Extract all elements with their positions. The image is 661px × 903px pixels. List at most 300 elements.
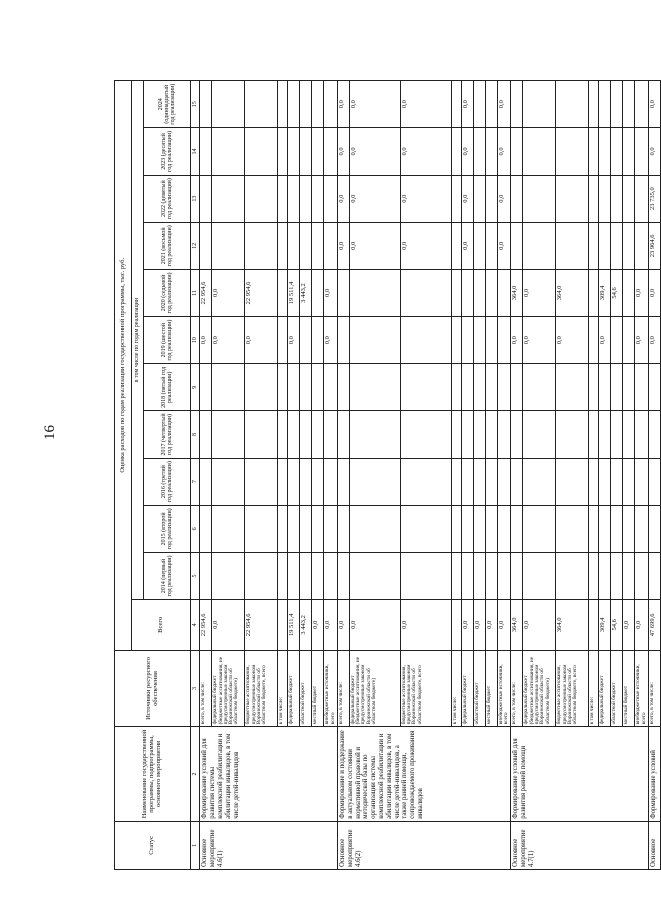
row-value [556,128,589,175]
row-value [589,128,599,175]
header-year: 2020 (седьмой год реализации) [144,269,191,316]
row-value [300,552,312,599]
header-year: 2018 (пятый год реализации) [144,364,191,411]
row-source: бюджетные ассигнования, предусмотренные законом Воронежской области об областном бюджете, всего [400,650,451,727]
row-value [611,364,623,411]
row-value [200,128,212,175]
row-value: 0,0 [349,128,400,175]
header-year: 2021 (восьмой год реализации) [144,222,191,269]
column-index: 5 [191,552,200,599]
row-value: 0,0 [461,128,473,175]
row-value: 0,0 [473,600,485,650]
row-value [324,222,338,269]
row-value [400,364,451,411]
row-value [497,505,511,552]
row-source: местный бюджет [623,650,635,727]
row-value [451,600,461,650]
row-value [200,81,212,128]
row-source: областной бюджет [473,650,485,727]
row-value: 0,0 [649,81,661,128]
row-value [312,222,324,269]
row-value: 0,0 [337,222,349,269]
row-value [300,81,312,128]
row-value [635,505,649,552]
row-value [324,411,338,458]
row-value [337,411,349,458]
row-value [485,458,497,505]
row-value [278,458,288,505]
row-value [473,458,485,505]
row-value [400,317,451,364]
row-value [589,222,599,269]
row-value [349,364,400,411]
row-source: внебюджетные источники, всего [635,650,649,727]
row-value [349,317,400,364]
row-source: федеральный бюджет (бюджетные ассигнования, не предусмотренные законом Воронежской области об областном бюджете) [523,650,556,727]
row-value [337,269,349,316]
column-index: 1 [191,821,200,869]
row-value: 0,0 [288,317,300,364]
row-value [635,128,649,175]
row-value [511,505,523,552]
table-row [337,81,349,870]
row-value [212,222,245,269]
row-value [245,364,278,411]
row-value [324,175,338,222]
row-value [611,458,623,505]
row-value [337,505,349,552]
row-value: 0,0 [324,317,338,364]
row-value: 0,0 [635,317,649,364]
row-source: местный бюджет [485,650,497,727]
row-value: 0,0 [324,600,338,650]
row-value [312,269,324,316]
row-value: 54,6 [611,600,623,650]
row-value [451,128,461,175]
row-value [485,269,497,316]
row-value [400,458,451,505]
row-value [497,317,511,364]
row-source: бюджетные ассигнования, предусмотренные законом Воронежской области об областном бюджете, всего [245,650,278,727]
row-value [278,505,288,552]
row-value [245,128,278,175]
column-index: 7 [191,458,200,505]
row-value: 0,0 [497,222,511,269]
row-source: местный бюджет [312,650,324,727]
row-value: 22 954,6 [200,600,212,650]
row-value [461,269,473,316]
row-value [461,505,473,552]
row-value [589,505,599,552]
row-value [245,411,278,458]
row-value [649,505,661,552]
row-value [337,364,349,411]
row-value [473,552,485,599]
table-row [649,81,661,870]
row-value [599,505,611,552]
row-value [461,458,473,505]
column-index: 12 [191,222,200,269]
row-value [312,552,324,599]
row-value: 0,0 [337,128,349,175]
row-value [599,364,611,411]
row-value [599,128,611,175]
row-value [599,81,611,128]
row-value [473,128,485,175]
row-value [212,364,245,411]
row-value [511,552,523,599]
row-value [589,411,599,458]
row-value [599,458,611,505]
row-value [349,505,400,552]
row-value [599,411,611,458]
row-value [635,175,649,222]
row-value [556,458,589,505]
row-value [300,175,312,222]
row-value [599,222,611,269]
header-by-years: в том числе по годам реализации [132,81,144,600]
row-value: 0,0 [337,81,349,128]
row-value [611,175,623,222]
row-value [523,175,556,222]
column-index: 3 [191,650,200,727]
row-value [611,81,623,128]
row-value: 0,0 [461,222,473,269]
row-value: 0,0 [400,222,451,269]
table-row [511,81,523,870]
row-value [511,458,523,505]
row-value: 0,0 [523,269,556,316]
row-value [349,269,400,316]
row-value: 3 443,2 [300,600,312,650]
row-value [649,458,661,505]
row-value [473,505,485,552]
row-value [461,552,473,599]
row-value [473,269,485,316]
row-value: 3 443,2 [300,269,312,316]
row-value [300,222,312,269]
column-index: 6 [191,505,200,552]
row-value [278,81,288,128]
header-year: 2017 (четвертый год реализации) [144,411,191,458]
row-value: 0,0 [400,175,451,222]
row-value [451,552,461,599]
row-value: 0,0 [349,81,400,128]
row-value [451,81,461,128]
row-value: 0,0 [245,317,278,364]
row-source: внебюджетные источники, всего [324,650,338,727]
row-value: 0,0 [635,269,649,316]
row-value [451,458,461,505]
row-value: 22 954,6 [245,269,278,316]
header-year: 2019 (шестой год реализации) [144,317,191,364]
row-value: 0,0 [523,600,556,650]
row-value [485,411,497,458]
column-index: 15 [191,81,200,128]
row-value [556,81,589,128]
row-value [497,411,511,458]
row-value [278,269,288,316]
row-value [451,222,461,269]
row-value [473,317,485,364]
row-value [312,458,324,505]
row-value [611,128,623,175]
row-value: 364,0 [556,269,589,316]
row-value [623,552,635,599]
row-value [245,552,278,599]
row-value [485,552,497,599]
row-value [451,505,461,552]
row-value [623,269,635,316]
budget-table [114,80,661,870]
column-index: 10 [191,317,200,364]
row-value: 0,0 [400,128,451,175]
row-source: областной бюджет [611,650,623,727]
row-value [473,411,485,458]
row-value [461,364,473,411]
row-value [288,458,300,505]
row-value [511,222,523,269]
row-value [278,128,288,175]
row-status: Основное мероприятие 4.6(1) [200,821,338,869]
row-value [485,505,497,552]
row-value [245,175,278,222]
row-value [485,81,497,128]
row-value [288,128,300,175]
row-value [324,81,338,128]
row-value [611,505,623,552]
row-value [212,175,245,222]
row-value [556,552,589,599]
column-index: 14 [191,128,200,175]
row-value [300,505,312,552]
row-value [556,222,589,269]
row-value: 364,0 [511,600,523,650]
column-index: 11 [191,269,200,316]
row-value [473,364,485,411]
row-value [451,175,461,222]
row-value [451,411,461,458]
table-canvas [114,80,658,870]
row-value: 0,0 [400,600,451,650]
row-value [589,175,599,222]
row-value [461,411,473,458]
row-value [324,364,338,411]
row-value: 364,0 [556,600,589,650]
row-value [611,552,623,599]
row-value: 0,0 [649,128,661,175]
row-value [200,175,212,222]
row-value: 0,0 [461,175,473,222]
row-value [649,552,661,599]
row-value [312,364,324,411]
row-value [556,411,589,458]
row-value: 0,0 [649,317,661,364]
row-value: 364,0 [511,269,523,316]
header-index-row [191,81,200,870]
row-value [599,175,611,222]
row-value [473,222,485,269]
row-value [556,505,589,552]
row-value: 22 954,6 [200,269,212,316]
row-value [635,81,649,128]
header-source: Источники ресурсного обеспечения [115,650,191,727]
row-value [245,81,278,128]
row-value: 0,0 [461,81,473,128]
row-value [278,222,288,269]
row-value [324,505,338,552]
row-value [497,364,511,411]
row-source: федеральный бюджет [461,650,473,727]
row-value [200,458,212,505]
row-value [485,317,497,364]
row-value [523,81,556,128]
row-source: федеральный бюджет [288,650,300,727]
row-value [300,128,312,175]
row-value [635,222,649,269]
column-index: 2 [191,727,200,821]
row-value [212,81,245,128]
row-source: в том числе: [451,650,461,727]
row-source: в том числе: [278,650,288,727]
column-index: 13 [191,175,200,222]
row-value [312,128,324,175]
row-value [278,364,288,411]
row-value: 0,0 [400,81,451,128]
row-value [589,81,599,128]
header-name: Наименование государственной программы, подпрограммы, основного мероприятия [115,727,191,821]
row-value [635,552,649,599]
row-value [589,317,599,364]
row-value [523,364,556,411]
row-value [200,222,212,269]
row-source: всего, в том числе: [649,650,661,727]
row-value [349,411,400,458]
row-value [451,269,461,316]
row-value [324,128,338,175]
row-value [212,552,245,599]
row-value [212,128,245,175]
row-value: 0,0 [497,81,511,128]
column-index: 9 [191,364,200,411]
row-value [400,552,451,599]
row-value: 0,0 [635,600,649,650]
row-source: внебюджетные источники, всего [497,650,511,727]
row-value [349,552,400,599]
row-value: 309,4 [599,269,611,316]
row-value [212,458,245,505]
row-value: 0,0 [485,600,497,650]
row-value: 0,0 [337,600,349,650]
row-status: Основное мероприятие 4.7(1) [511,821,649,869]
row-value [635,458,649,505]
row-value [556,175,589,222]
row-value: 0,0 [349,175,400,222]
row-value [300,317,312,364]
row-value [623,317,635,364]
row-value [485,128,497,175]
row-value [312,81,324,128]
row-value [324,458,338,505]
row-value: 0,0 [337,175,349,222]
row-value [473,81,485,128]
row-value [511,128,523,175]
header-estimate: Оценка расходов по годам реализации государственной программы, тыс. руб. [115,81,132,651]
row-source: всего, в том числе: [337,650,349,727]
header-year: 2024 (одиннадцатый год реализации) [144,81,191,128]
row-value [245,222,278,269]
row-value: 0,0 [212,600,245,650]
row-value [485,175,497,222]
row-value [623,175,635,222]
row-value [511,81,523,128]
row-value [497,269,511,316]
row-value: 309,4 [599,600,611,650]
row-value [337,458,349,505]
row-name: Формирование условий [649,727,661,821]
row-value [300,364,312,411]
row-status: Основное мероприятие 4.6(2) [337,821,511,869]
row-name: Формирование условий для развития ранней помощи [511,727,649,821]
row-value [485,222,497,269]
row-value: 0,0 [349,222,400,269]
row-source: всего, в том числе: [200,650,212,727]
row-value [611,317,623,364]
row-value [312,505,324,552]
row-source: федеральный бюджет (бюджетные ассигнования, не предусмотренные законом Воронежской области об областном бюджете) [212,650,245,727]
row-value [589,364,599,411]
row-value [200,364,212,411]
row-value [200,411,212,458]
row-value: 23 735,0 [649,175,661,222]
row-value: 0,0 [511,317,523,364]
row-value [485,364,497,411]
row-value [623,364,635,411]
header-year: 2015 (второй год реализации) [144,505,191,552]
row-value [589,458,599,505]
header-year: 2014 (первый год реализации) [144,552,191,599]
row-value [589,269,599,316]
table-row [200,81,212,870]
column-index: 4 [191,600,200,650]
row-value [288,222,300,269]
row-value [312,317,324,364]
row-source: федеральный бюджет [599,650,611,727]
row-value [324,552,338,599]
row-value [278,317,288,364]
row-value: 0,0 [312,600,324,650]
row-value: 0,0 [497,600,511,650]
row-status: Основное [649,821,661,869]
header-year: 2022 (девятый год реализации) [144,175,191,222]
row-value: 0,0 [497,175,511,222]
row-value [312,175,324,222]
row-value [473,175,485,222]
row-value [523,411,556,458]
row-value: 54,6 [611,269,623,316]
row-value: 0,0 [556,317,589,364]
row-value [623,222,635,269]
row-value [278,552,288,599]
row-value [511,411,523,458]
row-value [611,411,623,458]
row-value: 0,0 [200,317,212,364]
row-value: 0,0 [623,600,635,650]
row-source: всего, в том числе: [511,650,523,727]
row-value [278,411,288,458]
row-value: 0,0 [212,317,245,364]
header-year: 2016 (третий год реализации) [144,458,191,505]
